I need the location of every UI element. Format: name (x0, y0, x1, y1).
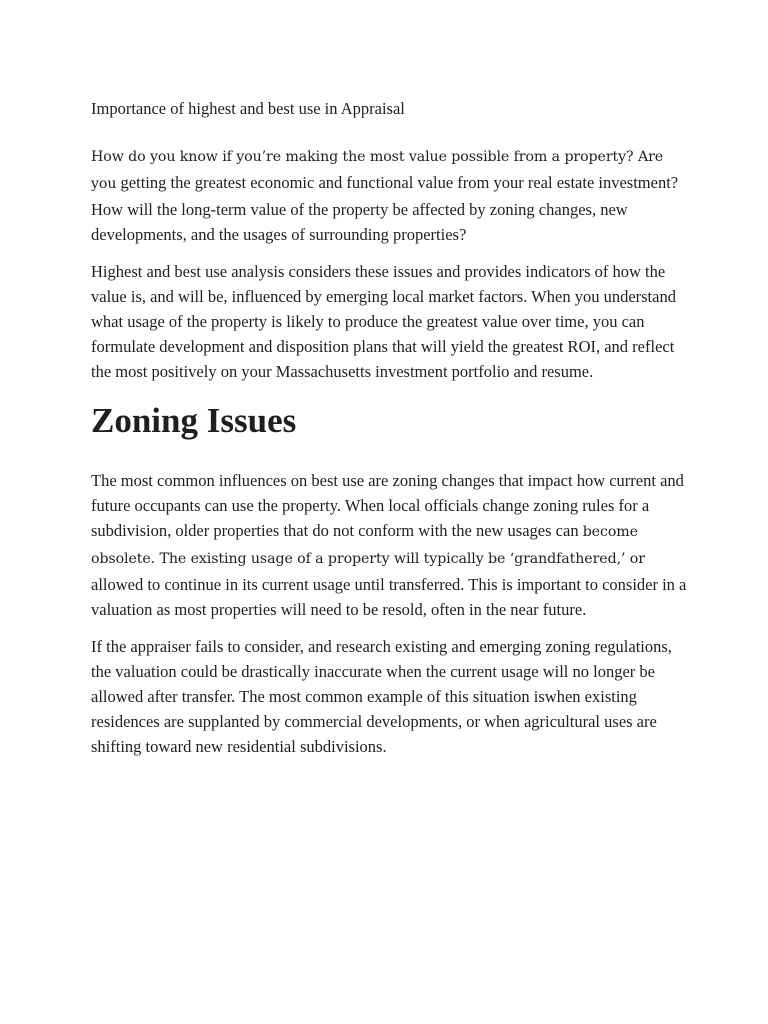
document-title: Importance of highest and best use in Appraisal (91, 99, 405, 118)
zoning-paragraph-1-end: allowed to continue in its current usage until transferred. This is important to consider in a valuation as most properties will need to be resold, often in the near future. (91, 575, 687, 619)
intro-lead-text: How do you know if you’re making the most value possible from a property? Are you (91, 149, 664, 192)
intro-paragraph (91, 143, 688, 247)
zoning-paragraph-1 (91, 468, 688, 622)
zoning-paragraph-1-alt-text: become obsolete. The existing usage of a property will typically be ‘grandfathered,’ or (91, 524, 645, 567)
section-heading: Zoning Issues (91, 401, 297, 440)
intro-rest-text: getting the greatest economic and functional value from your real estate investment? How will the long-term value of the property be affected by zoning changes, new developments, and the usages of surrounding properties? (91, 173, 679, 244)
analysis-paragraph: Highest and best use analysis considers these issues and provides indicators of how the value is, and will be, influenced by emerging local market factors. When you understand what usage of the property is likely to produce the greatest value over time, you can formulate development and disposition plans that will yield the greatest ROI, and reflect the most positively on your Massachusetts investment portfolio and resume. (91, 262, 676, 381)
zoning-paragraph-1-start: The most common influences on best use are zoning changes that impact how current and future occupants can use the property. When local officials change zoning rules for a subdivision, older properties that do not conform with the new usages can (91, 471, 684, 540)
zoning-paragraph-2: If the appraiser fails to consider, and research existing and emerging zoning regulations, the valuation could be drastically inaccurate when the current usage will no longer be allowed after transfer. The most common example of this situation iswhen existing residences are supplanted by commercial developments, or when agricultural uses are shifting toward new residential subdivisions. (91, 637, 672, 756)
